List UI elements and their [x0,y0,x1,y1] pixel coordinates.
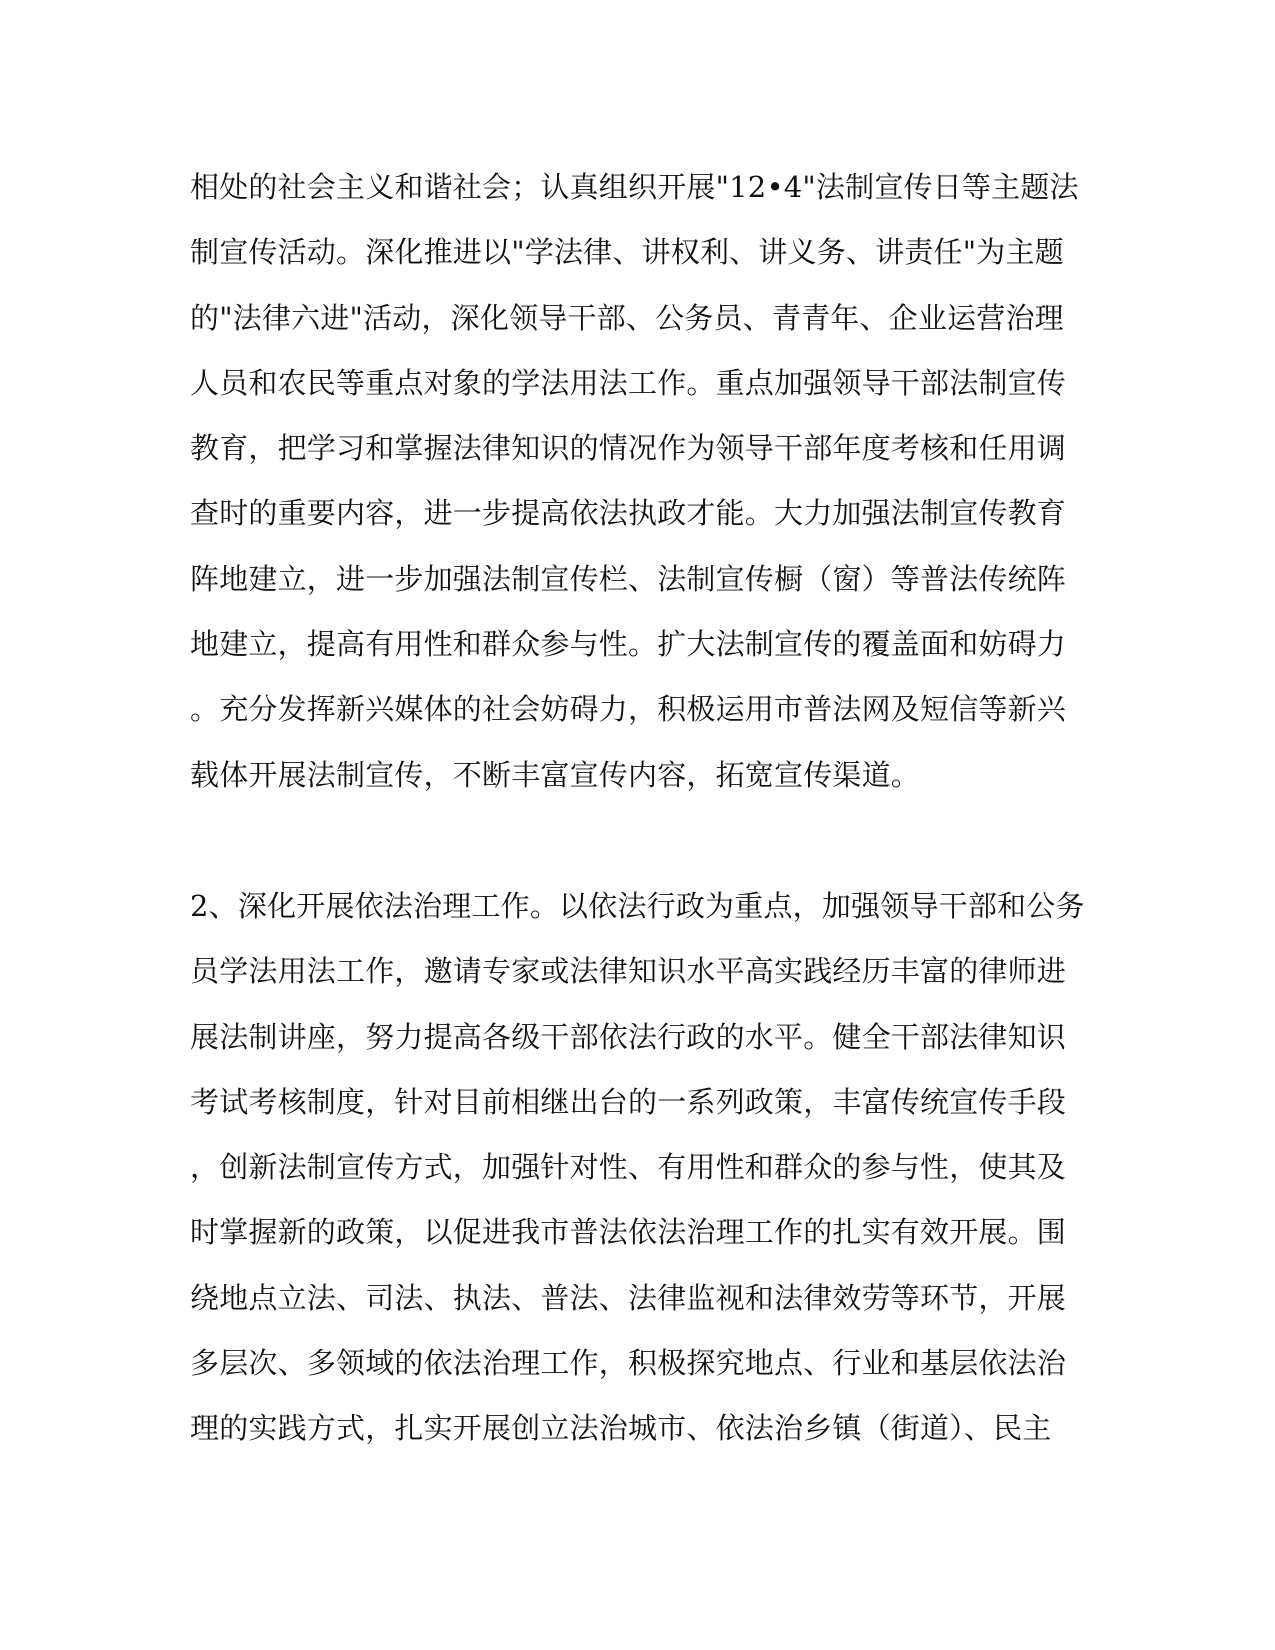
text-line: 载体开展法制宣传，不断丰富宣传内容，拓宽宣传渠道。 [190,757,921,792]
text-line: 阵地建立，进一步加强法制宣传栏、法制宣传橱（窗）等普法传统阵 [190,561,1067,596]
text-line: 多层次、多领域的依法治理工作，积极探究地点、行业和基层依法治 [190,1346,1067,1381]
text-line: ，创新法制宣传方式，加强针对性、有用性和群众的参与性，使其及 [190,1150,1067,1185]
text-line: 的"法律六进"活动，深化领导干部、公务员、青青年、企业运营治理 [190,300,1064,335]
text-line: 教育，把学习和掌握法律知识的情况作为领导干部年度考核和任用调 [190,431,1067,466]
text-line: 查时的重要内容，进一步提高依法执政才能。大力加强法制宣传教育 [190,496,1067,531]
text-line: 理的实践方式，扎实开展创立法治城市、依法治乡镇（街道）、民主 [190,1411,1052,1446]
text-line: 相处的社会主义和谐社会；认真组织开展"12•4"法制宣传日等主题法 [190,170,1079,204]
text-line: 2、深化开展依法治理工作。以依法行政为重点，加强领导干部和公务 [190,889,1085,923]
paragraph-legal-publicity [190,168,1090,821]
text-line: 人员和农民等重点对象的学法用法工作。重点加强领导干部法制宣传 [190,365,1067,400]
text-line: 考试考核制度，针对目前相继出台的一系列政策，丰富传统宣传手段 [190,1084,1067,1119]
text-line: 制宣传活动。深化推进以"学法律、讲权利、讲义务、讲责任"为主题 [190,235,1064,270]
text-line: 时掌握新的政策，以促进我市普法依法治理工作的扎实有效开展。围 [190,1215,1067,1250]
text-line: 地建立，提高有用性和群众参与性。扩大法制宣传的覆盖面和妨碍力 [190,627,1067,662]
text-line: 绕地点立法、司法、执法、普法、法律监视和法律效劳等环节，开展 [190,1280,1067,1315]
text-line: 展法制讲座，努力提高各级干部依法行政的水平。健全干部法律知识 [190,1019,1067,1054]
text-line: 员学法用法工作，邀请专家或法律知识水平高实践经历丰富的律师进 [190,954,1067,989]
text-line: 。充分发挥新兴媒体的社会妨碍力，积极运用市普法网及短信等新兴 [190,692,1067,727]
paragraph-rule-of-law-governance [190,887,1090,1475]
